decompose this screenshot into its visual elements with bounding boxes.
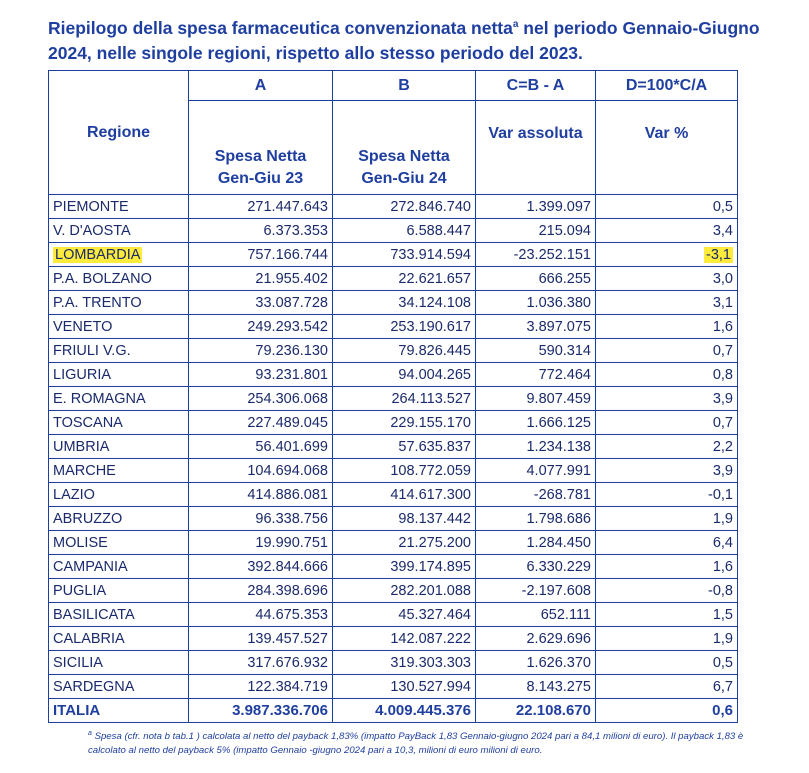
total-spesa-23-value: 3.987.336.706 bbox=[232, 702, 328, 719]
cell-var-percent-value: 3,1 bbox=[712, 294, 733, 311]
cell-spesa-24 bbox=[333, 507, 476, 531]
cell-var-assoluta-value: 4.077.991 bbox=[526, 462, 591, 479]
cell-var-percent bbox=[596, 339, 738, 363]
cell-region bbox=[49, 603, 189, 627]
cell-var-percent-value: 1,5 bbox=[712, 606, 733, 623]
cell-var-assoluta-value: 772.464 bbox=[538, 366, 591, 383]
cell-var-percent-value: -0,1 bbox=[708, 486, 733, 503]
cell-spesa-24 bbox=[333, 363, 476, 387]
cell-spesa-23 bbox=[189, 363, 333, 387]
cell-region-value: LOMBARDIA bbox=[55, 246, 141, 263]
cell-spesa-23 bbox=[189, 675, 333, 699]
table-row bbox=[49, 219, 738, 243]
title-text-after: nel periodo Gennaio-Giugno 2024, nelle singole regioni, rispetto allo stesso periodo del 2023. bbox=[48, 17, 760, 63]
cell-spesa-24 bbox=[333, 219, 476, 243]
cell-region bbox=[49, 627, 189, 651]
cell-var-percent-value: 3,9 bbox=[712, 462, 733, 479]
cell-region-value: ABRUZZO bbox=[53, 510, 123, 527]
cell-spesa-23 bbox=[189, 483, 333, 507]
cell-var-percent bbox=[596, 507, 738, 531]
cell-spesa-23-value: 139.457.527 bbox=[247, 630, 328, 647]
cell-region-value: CALABRIA bbox=[53, 630, 125, 647]
cell-region-value: SICILIA bbox=[53, 654, 103, 671]
cell-region bbox=[49, 267, 189, 291]
total-var-assoluta-value: 22.108.670 bbox=[515, 702, 591, 719]
cell-spesa-24-value: 319.303.303 bbox=[390, 654, 471, 671]
table-row bbox=[49, 339, 738, 363]
total-region-value: ITALIA bbox=[53, 702, 101, 719]
cell-var-assoluta-value: 666.255 bbox=[538, 270, 591, 287]
table-row bbox=[49, 363, 738, 387]
cell-region-value: SARDEGNA bbox=[53, 678, 135, 695]
total-spesa-23 bbox=[189, 699, 333, 723]
cell-spesa-23 bbox=[189, 387, 333, 411]
cell-region-value: UMBRIA bbox=[53, 438, 110, 455]
cell-var-assoluta-value: 652.111 bbox=[540, 606, 591, 623]
cell-spesa-24-value: 399.174.895 bbox=[390, 558, 471, 575]
cell-var-percent bbox=[596, 579, 738, 603]
header-a bbox=[189, 101, 333, 195]
cell-var-assoluta-value: 215.094 bbox=[538, 222, 591, 239]
table-row bbox=[49, 435, 738, 459]
cell-spesa-23 bbox=[189, 627, 333, 651]
cell-var-assoluta-value: 1.234.138 bbox=[526, 438, 591, 455]
cell-var-percent-value: 2,2 bbox=[712, 438, 733, 455]
cell-region bbox=[49, 459, 189, 483]
cell-var-assoluta bbox=[476, 363, 596, 387]
cell-region bbox=[49, 507, 189, 531]
cell-spesa-24 bbox=[333, 459, 476, 483]
table-row bbox=[49, 291, 738, 315]
cell-spesa-23 bbox=[189, 219, 333, 243]
cell-var-percent bbox=[596, 387, 738, 411]
cell-var-percent-value: 0,8 bbox=[712, 366, 733, 383]
cell-region-value: TOSCANA bbox=[53, 414, 123, 431]
cell-var-assoluta bbox=[476, 435, 596, 459]
cell-var-percent bbox=[596, 363, 738, 387]
cell-region bbox=[49, 315, 189, 339]
spending-table bbox=[48, 70, 738, 723]
cell-spesa-24 bbox=[333, 195, 476, 219]
table-row bbox=[49, 627, 738, 651]
cell-spesa-24-value: 21.275.200 bbox=[398, 534, 471, 551]
cell-var-percent-value: 1,9 bbox=[712, 630, 733, 647]
cell-var-percent-value: 3,0 bbox=[712, 270, 733, 287]
cell-var-assoluta-value: 1.626.370 bbox=[526, 654, 591, 671]
cell-var-percent-value: 6,4 bbox=[712, 534, 733, 551]
cell-var-percent bbox=[596, 411, 738, 435]
footnote-text: Spesa (cfr. nota b tab.1 ) calcolata al netto del payback 1,83% (impatto PayBack 1,83 Gennaio-giugno 2024 pari a 84,1 milioni di euro). Il payback 1,83 è calcolato al netto del payback 5% (impatto Gennaio -giugno 2024 pari a 10,3, milioni di euro milioni di euro. bbox=[88, 731, 744, 757]
cell-spesa-23 bbox=[189, 531, 333, 555]
table-row bbox=[49, 243, 738, 267]
cell-var-assoluta-value: 2.629.696 bbox=[526, 630, 591, 647]
header-a-line2: Gen-Giu 23 bbox=[217, 170, 304, 187]
cell-region bbox=[49, 531, 189, 555]
cell-var-assoluta-value: -23.252.151 bbox=[513, 246, 591, 263]
cell-spesa-24-value: 272.846.740 bbox=[390, 198, 471, 215]
cell-var-assoluta bbox=[476, 579, 596, 603]
cell-region-value: CAMPANIA bbox=[53, 558, 128, 575]
cell-region bbox=[49, 339, 189, 363]
cell-spesa-23 bbox=[189, 435, 333, 459]
table-row bbox=[49, 195, 738, 219]
cell-spesa-24 bbox=[333, 555, 476, 579]
cell-spesa-24 bbox=[333, 603, 476, 627]
cell-spesa-24 bbox=[333, 267, 476, 291]
cell-spesa-23-value: 6.373.353 bbox=[263, 222, 328, 239]
cell-spesa-23-value: 122.384.719 bbox=[247, 678, 328, 695]
cell-region-value: P.A. BOLZANO bbox=[53, 270, 152, 287]
cell-var-assoluta-value: 6.330.229 bbox=[526, 558, 591, 575]
header-letter-a: A bbox=[189, 71, 333, 101]
cell-spesa-23 bbox=[189, 579, 333, 603]
cell-region bbox=[49, 435, 189, 459]
header-letter-c: C=B - A bbox=[476, 71, 596, 101]
total-var-assoluta bbox=[476, 699, 596, 723]
cell-region bbox=[49, 387, 189, 411]
cell-spesa-24 bbox=[333, 579, 476, 603]
cell-spesa-24 bbox=[333, 339, 476, 363]
table-row bbox=[49, 675, 738, 699]
cell-spesa-23-value: 254.306.068 bbox=[247, 390, 328, 407]
cell-spesa-23-value: 21.955.402 bbox=[255, 270, 328, 287]
header-b-line1: Spesa Netta bbox=[358, 148, 450, 165]
cell-var-percent-value: -0,8 bbox=[708, 582, 733, 599]
cell-spesa-24 bbox=[333, 651, 476, 675]
table-row bbox=[49, 483, 738, 507]
cell-spesa-23-value: 19.990.751 bbox=[255, 534, 328, 551]
cell-region bbox=[49, 483, 189, 507]
cell-spesa-23-value: 79.236.130 bbox=[255, 342, 328, 359]
cell-spesa-23-value: 33.087.728 bbox=[255, 294, 328, 311]
cell-region-value: MOLISE bbox=[53, 534, 108, 551]
cell-region-value: MARCHE bbox=[53, 462, 116, 479]
total-spesa-24-value: 4.009.445.376 bbox=[375, 702, 471, 719]
cell-spesa-24-value: 229.155.170 bbox=[390, 414, 471, 431]
cell-spesa-23 bbox=[189, 651, 333, 675]
cell-spesa-24 bbox=[333, 627, 476, 651]
header-region: Regione bbox=[49, 71, 189, 195]
total-var-percent-value: 0,6 bbox=[712, 702, 733, 719]
cell-var-percent bbox=[596, 219, 738, 243]
table-row bbox=[49, 555, 738, 579]
cell-var-percent-value: 6,7 bbox=[712, 678, 733, 695]
cell-var-assoluta bbox=[476, 267, 596, 291]
header-letter-d: D=100*C/A bbox=[596, 71, 738, 101]
cell-var-percent-value: 1,9 bbox=[712, 510, 733, 527]
cell-region-value: P.A. TRENTO bbox=[53, 294, 142, 311]
cell-region-value: VENETO bbox=[53, 318, 113, 335]
cell-var-percent bbox=[596, 315, 738, 339]
cell-var-percent-value: 1,6 bbox=[712, 318, 733, 335]
cell-region-value: LIGURIA bbox=[53, 366, 112, 383]
cell-var-percent bbox=[596, 291, 738, 315]
cell-region-value: PIEMONTE bbox=[53, 198, 129, 215]
cell-spesa-24-value: 130.527.994 bbox=[390, 678, 471, 695]
total-var-percent bbox=[596, 699, 738, 723]
cell-var-percent bbox=[596, 483, 738, 507]
cell-spesa-23 bbox=[189, 339, 333, 363]
cell-var-assoluta bbox=[476, 651, 596, 675]
cell-region bbox=[49, 291, 189, 315]
table-row bbox=[49, 603, 738, 627]
total-region bbox=[49, 699, 189, 723]
table-row bbox=[49, 579, 738, 603]
cell-var-assoluta bbox=[476, 243, 596, 267]
cell-var-assoluta-value: 8.143.275 bbox=[526, 678, 591, 695]
cell-spesa-24-value: 22.621.657 bbox=[398, 270, 471, 287]
title-text-before: Riepilogo della spesa farmaceutica convenzionata netta bbox=[48, 17, 513, 38]
cell-spesa-23 bbox=[189, 195, 333, 219]
cell-var-assoluta-value: 1.284.450 bbox=[526, 534, 591, 551]
header-d bbox=[596, 101, 738, 195]
cell-var-assoluta bbox=[476, 195, 596, 219]
cell-var-assoluta bbox=[476, 675, 596, 699]
cell-spesa-24-value: 282.201.088 bbox=[390, 582, 471, 599]
cell-spesa-23-value: 56.401.699 bbox=[255, 438, 328, 455]
cell-var-percent-value: 0,5 bbox=[712, 654, 733, 671]
cell-var-percent bbox=[596, 531, 738, 555]
cell-spesa-23-value: 284.398.696 bbox=[247, 582, 328, 599]
cell-spesa-23 bbox=[189, 315, 333, 339]
cell-var-percent bbox=[596, 603, 738, 627]
cell-spesa-23 bbox=[189, 243, 333, 267]
cell-spesa-24 bbox=[333, 435, 476, 459]
header-a-line1: Spesa Netta bbox=[214, 148, 307, 165]
cell-var-percent bbox=[596, 459, 738, 483]
cell-spesa-23-value: 392.844.666 bbox=[247, 558, 328, 575]
cell-spesa-24 bbox=[333, 483, 476, 507]
cell-region-value: E. ROMAGNA bbox=[53, 390, 146, 407]
cell-var-assoluta bbox=[476, 603, 596, 627]
cell-spesa-24-value: 108.772.059 bbox=[390, 462, 471, 479]
cell-region-value: LAZIO bbox=[53, 486, 95, 503]
cell-spesa-23-value: 317.676.932 bbox=[247, 654, 328, 671]
cell-spesa-23 bbox=[189, 411, 333, 435]
cell-spesa-23-value: 104.694.068 bbox=[247, 462, 328, 479]
cell-spesa-23-value: 44.675.353 bbox=[255, 606, 328, 623]
cell-var-assoluta bbox=[476, 555, 596, 579]
cell-var-assoluta-value: 3.897.075 bbox=[526, 318, 591, 335]
cell-var-assoluta bbox=[476, 483, 596, 507]
cell-spesa-24-value: 733.914.594 bbox=[390, 246, 471, 263]
cell-spesa-23-value: 271.447.643 bbox=[247, 198, 328, 215]
footnote-marker: a bbox=[88, 730, 92, 737]
cell-region bbox=[49, 219, 189, 243]
cell-spesa-23 bbox=[189, 267, 333, 291]
cell-spesa-23-value: 757.166.744 bbox=[247, 246, 328, 263]
cell-region-value: V. D'AOSTA bbox=[53, 222, 131, 239]
cell-var-assoluta-value: 1.036.380 bbox=[526, 294, 591, 311]
cell-spesa-24 bbox=[333, 387, 476, 411]
cell-region-value: FRIULI V.G. bbox=[53, 342, 131, 359]
cell-var-percent bbox=[596, 243, 738, 267]
cell-var-percent bbox=[596, 195, 738, 219]
header-letter-b: B bbox=[333, 71, 476, 101]
cell-var-assoluta bbox=[476, 627, 596, 651]
cell-spesa-24-value: 34.124.108 bbox=[398, 294, 471, 311]
cell-var-percent bbox=[596, 435, 738, 459]
cell-var-percent bbox=[596, 675, 738, 699]
cell-spesa-24-value: 45.327.464 bbox=[398, 606, 471, 623]
cell-var-percent-value: 0,5 bbox=[712, 198, 733, 215]
cell-spesa-24-value: 414.617.300 bbox=[390, 486, 471, 503]
table-row bbox=[49, 267, 738, 291]
cell-spesa-24 bbox=[333, 675, 476, 699]
cell-region-value: BASILICATA bbox=[53, 606, 135, 623]
title-superscript: a bbox=[512, 19, 519, 30]
table-row bbox=[49, 411, 738, 435]
table-title bbox=[48, 12, 788, 66]
cell-spesa-24-value: 264.113.527 bbox=[391, 390, 471, 407]
footnote bbox=[88, 727, 748, 758]
cell-spesa-23 bbox=[189, 507, 333, 531]
cell-spesa-24 bbox=[333, 531, 476, 555]
header-d-label: Var % bbox=[644, 125, 689, 142]
cell-region bbox=[49, 651, 189, 675]
cell-spesa-24-value: 253.190.617 bbox=[390, 318, 471, 335]
table-row bbox=[49, 651, 738, 675]
cell-region bbox=[49, 675, 189, 699]
cell-var-percent bbox=[596, 651, 738, 675]
header-c-label: Var assoluta bbox=[488, 125, 583, 142]
table-row bbox=[49, 387, 738, 411]
cell-var-assoluta-value: -2.197.608 bbox=[521, 582, 591, 599]
cell-var-assoluta bbox=[476, 219, 596, 243]
cell-spesa-24-value: 94.004.265 bbox=[398, 366, 471, 383]
cell-var-percent-value: 0,7 bbox=[712, 342, 733, 359]
cell-var-assoluta bbox=[476, 531, 596, 555]
cell-var-percent-value: 0,7 bbox=[712, 414, 733, 431]
cell-var-assoluta-value: 1.666.125 bbox=[526, 414, 591, 431]
table-row bbox=[49, 531, 738, 555]
cell-spesa-23 bbox=[189, 555, 333, 579]
total-spesa-24 bbox=[333, 699, 476, 723]
cell-region bbox=[49, 555, 189, 579]
cell-var-assoluta-value: -268.781 bbox=[533, 486, 591, 503]
table-row bbox=[49, 315, 738, 339]
cell-region bbox=[49, 363, 189, 387]
cell-var-assoluta-value: 1.798.686 bbox=[526, 510, 591, 527]
cell-spesa-24-value: 79.826.445 bbox=[398, 342, 471, 359]
cell-spesa-24 bbox=[333, 243, 476, 267]
cell-var-percent-value: 3,9 bbox=[712, 390, 733, 407]
cell-spesa-23-value: 227.489.045 bbox=[247, 414, 328, 431]
cell-spesa-23 bbox=[189, 603, 333, 627]
cell-var-assoluta bbox=[476, 387, 596, 411]
cell-var-percent bbox=[596, 627, 738, 651]
total-row bbox=[49, 699, 738, 723]
cell-region bbox=[49, 195, 189, 219]
cell-var-assoluta bbox=[476, 339, 596, 363]
cell-region-value: PUGLIA bbox=[53, 582, 107, 599]
header-b bbox=[333, 101, 476, 195]
cell-var-percent-value: 3,4 bbox=[712, 222, 733, 239]
cell-spesa-24-value: 98.137.442 bbox=[398, 510, 471, 527]
table-row bbox=[49, 459, 738, 483]
cell-spesa-24-value: 57.635.837 bbox=[398, 438, 471, 455]
cell-spesa-23-value: 93.231.801 bbox=[255, 366, 328, 383]
cell-spesa-24-value: 6.588.447 bbox=[406, 222, 471, 239]
header-c bbox=[476, 101, 596, 195]
cell-var-assoluta bbox=[476, 459, 596, 483]
cell-var-assoluta bbox=[476, 291, 596, 315]
cell-spesa-23-value: 414.886.081 bbox=[247, 486, 328, 503]
cell-var-percent-value: 1,6 bbox=[712, 558, 733, 575]
cell-var-percent bbox=[596, 267, 738, 291]
cell-var-assoluta bbox=[476, 507, 596, 531]
cell-spesa-23-value: 249.293.542 bbox=[247, 318, 328, 335]
cell-var-assoluta-value: 9.807.459 bbox=[526, 390, 591, 407]
cell-spesa-24 bbox=[333, 315, 476, 339]
cell-region bbox=[49, 411, 189, 435]
cell-var-assoluta-value: 1.399.097 bbox=[526, 198, 591, 215]
cell-spesa-23 bbox=[189, 459, 333, 483]
cell-var-assoluta-value: 590.314 bbox=[538, 342, 591, 359]
cell-var-assoluta bbox=[476, 315, 596, 339]
cell-spesa-24 bbox=[333, 411, 476, 435]
header-b-line2: Gen-Giu 24 bbox=[361, 170, 447, 187]
table-row bbox=[49, 507, 738, 531]
cell-region bbox=[49, 579, 189, 603]
cell-var-percent bbox=[596, 555, 738, 579]
table-body bbox=[49, 195, 738, 723]
cell-var-assoluta bbox=[476, 411, 596, 435]
cell-var-percent-value: -3,1 bbox=[706, 246, 731, 263]
cell-spesa-23 bbox=[189, 291, 333, 315]
cell-spesa-24 bbox=[333, 291, 476, 315]
cell-region bbox=[49, 243, 189, 267]
cell-spesa-23-value: 96.338.756 bbox=[255, 510, 328, 527]
cell-spesa-24-value: 142.087.222 bbox=[390, 630, 471, 647]
